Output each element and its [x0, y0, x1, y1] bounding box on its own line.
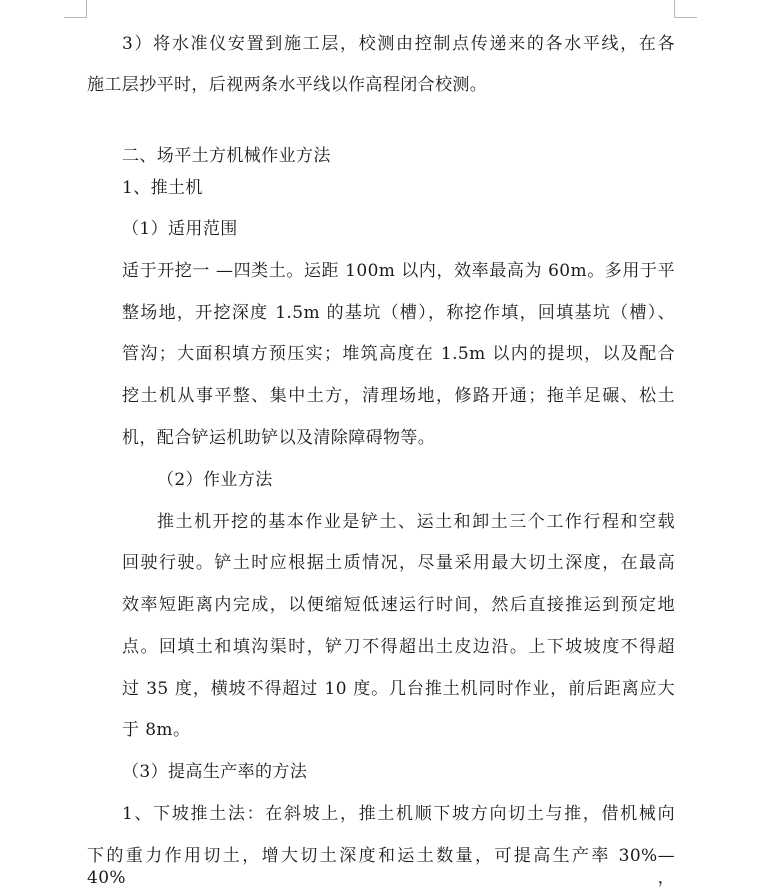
crop-mark-right-vertical [674, 0, 675, 18]
crop-mark-right-horizontal [674, 17, 697, 18]
paragraph-line: 下的重力作用切土，增大切土深度和运土数量，可提高生产率 30%—40%， [87, 846, 675, 888]
paragraph-line: 整场地，开挖深度 1.5m 的基坑（槽），称挖作填，回填基坑（槽）、 [122, 303, 675, 323]
subsection-heading: （2）作业方法 [157, 470, 273, 490]
subsection-heading: 1、推土机 [122, 178, 203, 198]
paragraph-line: 回驶行驶。铲土时应根据土质情况，尽量采用最大切土深度，在最高 [122, 553, 675, 573]
paragraph-line: 3）将水准仪安置到施工层，校测由控制点传递来的各水平线，在各 [122, 34, 675, 54]
paragraph-line: 挖土机从事平整、集中土方，清理场地，修路开通；拖羊足碾、松土 [122, 386, 675, 406]
subsection-heading: （1）适用范围 [122, 219, 238, 239]
paragraph-line: 机，配合铲运机助铲以及清除障碍物等。 [122, 428, 436, 448]
crop-mark-left-vertical [86, 0, 87, 18]
paragraph-line: 适于开挖一 —四类土。运距 100m 以内，效率最高为 60m。多用于平 [122, 261, 675, 281]
paragraph-line: 施工层抄平时，后视两条水平线以作高程闭合校测。 [87, 75, 488, 95]
paragraph-line: 于 8m。 [122, 720, 191, 740]
paragraph-line: 点。回填土和填沟渠时，铲刀不得超出土皮边沿。上下坡坡度不得超 [122, 637, 675, 657]
paragraph-line: 过 35 度，横坡不得超过 10 度。几台推土机同时作业，前后距离应大 [122, 679, 675, 699]
crop-mark-left-horizontal [64, 17, 87, 18]
subsection-heading: （3）提高生产率的方法 [122, 762, 308, 782]
section-heading: 二、场平土方机械作业方法 [122, 146, 331, 166]
paragraph-line: 效率短距离内完成，以便缩短低速运行时间，然后直接推运到预定地 [122, 595, 675, 615]
paragraph-line: 1、下坡推土法：在斜坡上，推土机顺下坡方向切土与推，借机械向 [122, 804, 675, 824]
paragraph-line: 推土机开挖的基本作业是铲土、运土和卸土三个工作行程和空载 [157, 512, 675, 532]
paragraph-line: 管沟；大面积填方预压实；堆筑高度在 1.5m 以内的提坝，以及配合 [122, 344, 675, 364]
